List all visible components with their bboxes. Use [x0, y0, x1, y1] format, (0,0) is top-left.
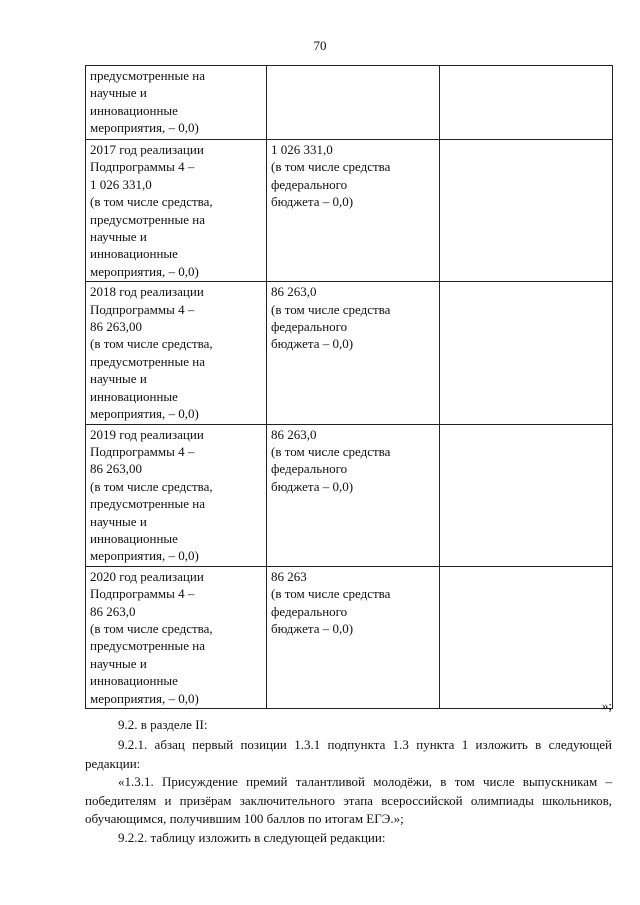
paragraph-amendment-1: 9.2.1. абзац первый позиции 1.3.1 подпункта 1.3 пункта 1 изложить в следующей редакции:: [85, 737, 612, 771]
table-cell-period: [86, 282, 267, 424]
cell-text: 1 026 331,0 (в том числе средства федерального бюджета – 0,0): [271, 142, 391, 210]
cell-text: 2018 год реализации Подпрограммы 4 – 86 263,00 (в том числе средства, предусмотренные на научные и инновационные мероприятия, – 0,0): [90, 284, 213, 422]
cell-text: 2019 год реализации Подпрограммы 4 – 86 263,00 (в том числе средства, предусмотренные на научные и инновационные мероприятия, – 0,0): [90, 426, 213, 564]
table-cell-amount: [267, 424, 440, 566]
cell-text: 2017 год реализации Подпрограммы 4 – 1 026 331,0 (в том числе средства, предусмотренные на научные и инновационные мероприятия, – 0,0): [90, 142, 213, 279]
paragraph-amendment-2: 9.2.2. таблицу изложить в следующей редакции:: [118, 830, 386, 845]
cell-text: предусмотренные на научные и инновационные мероприятия, – 0,0): [90, 68, 206, 136]
cell-text: 86 263,0 (в том числе средства федерального бюджета – 0,0): [271, 284, 391, 352]
table-cell-empty: [440, 424, 613, 566]
table-cell-empty: [440, 282, 613, 424]
table-cell-empty: [440, 140, 613, 282]
table-cell-amount: [267, 282, 440, 424]
table-cell-period: [86, 140, 267, 282]
table-cell-amount: [267, 66, 440, 140]
table-cell-period: [86, 66, 267, 140]
paragraph-amendment-text: «1.3.1. Присуждение премий талантливой молодёжи, в том числе выпускникам – победителям и призёрам заключительного этапа всероссийской олимпиады школьников, обучающимся, получившим 100 баллов по итогам ЕГЭ.»;: [85, 774, 612, 826]
cell-text: 2020 год реализации Подпрограммы 4 – 86 263,0 (в том числе средства, предусмотренные на научные и инновационные мероприятия, – 0,0): [90, 568, 213, 706]
table-cell-amount: [267, 140, 440, 282]
page-number: 70: [313, 38, 327, 53]
table-cell-amount: [267, 566, 440, 708]
table-row: [86, 282, 613, 424]
table-row: [86, 566, 613, 708]
table-cell-period: [86, 424, 267, 566]
table-cell-empty: [440, 66, 613, 140]
table-row: [86, 140, 613, 282]
table-cell-period: [86, 566, 267, 708]
closing-quote: »;: [601, 698, 612, 713]
table-row: [86, 424, 613, 566]
table-cell-empty: [440, 566, 613, 708]
table-row: [86, 66, 613, 140]
cell-text: 86 263,0 (в том числе средства федерального бюджета – 0,0): [271, 426, 391, 494]
cell-text: 86 263 (в том числе средства федерального бюджета – 0,0): [271, 568, 391, 636]
paragraph-section-heading: 9.2. в разделе II:: [118, 717, 208, 732]
budget-table: [85, 65, 613, 709]
